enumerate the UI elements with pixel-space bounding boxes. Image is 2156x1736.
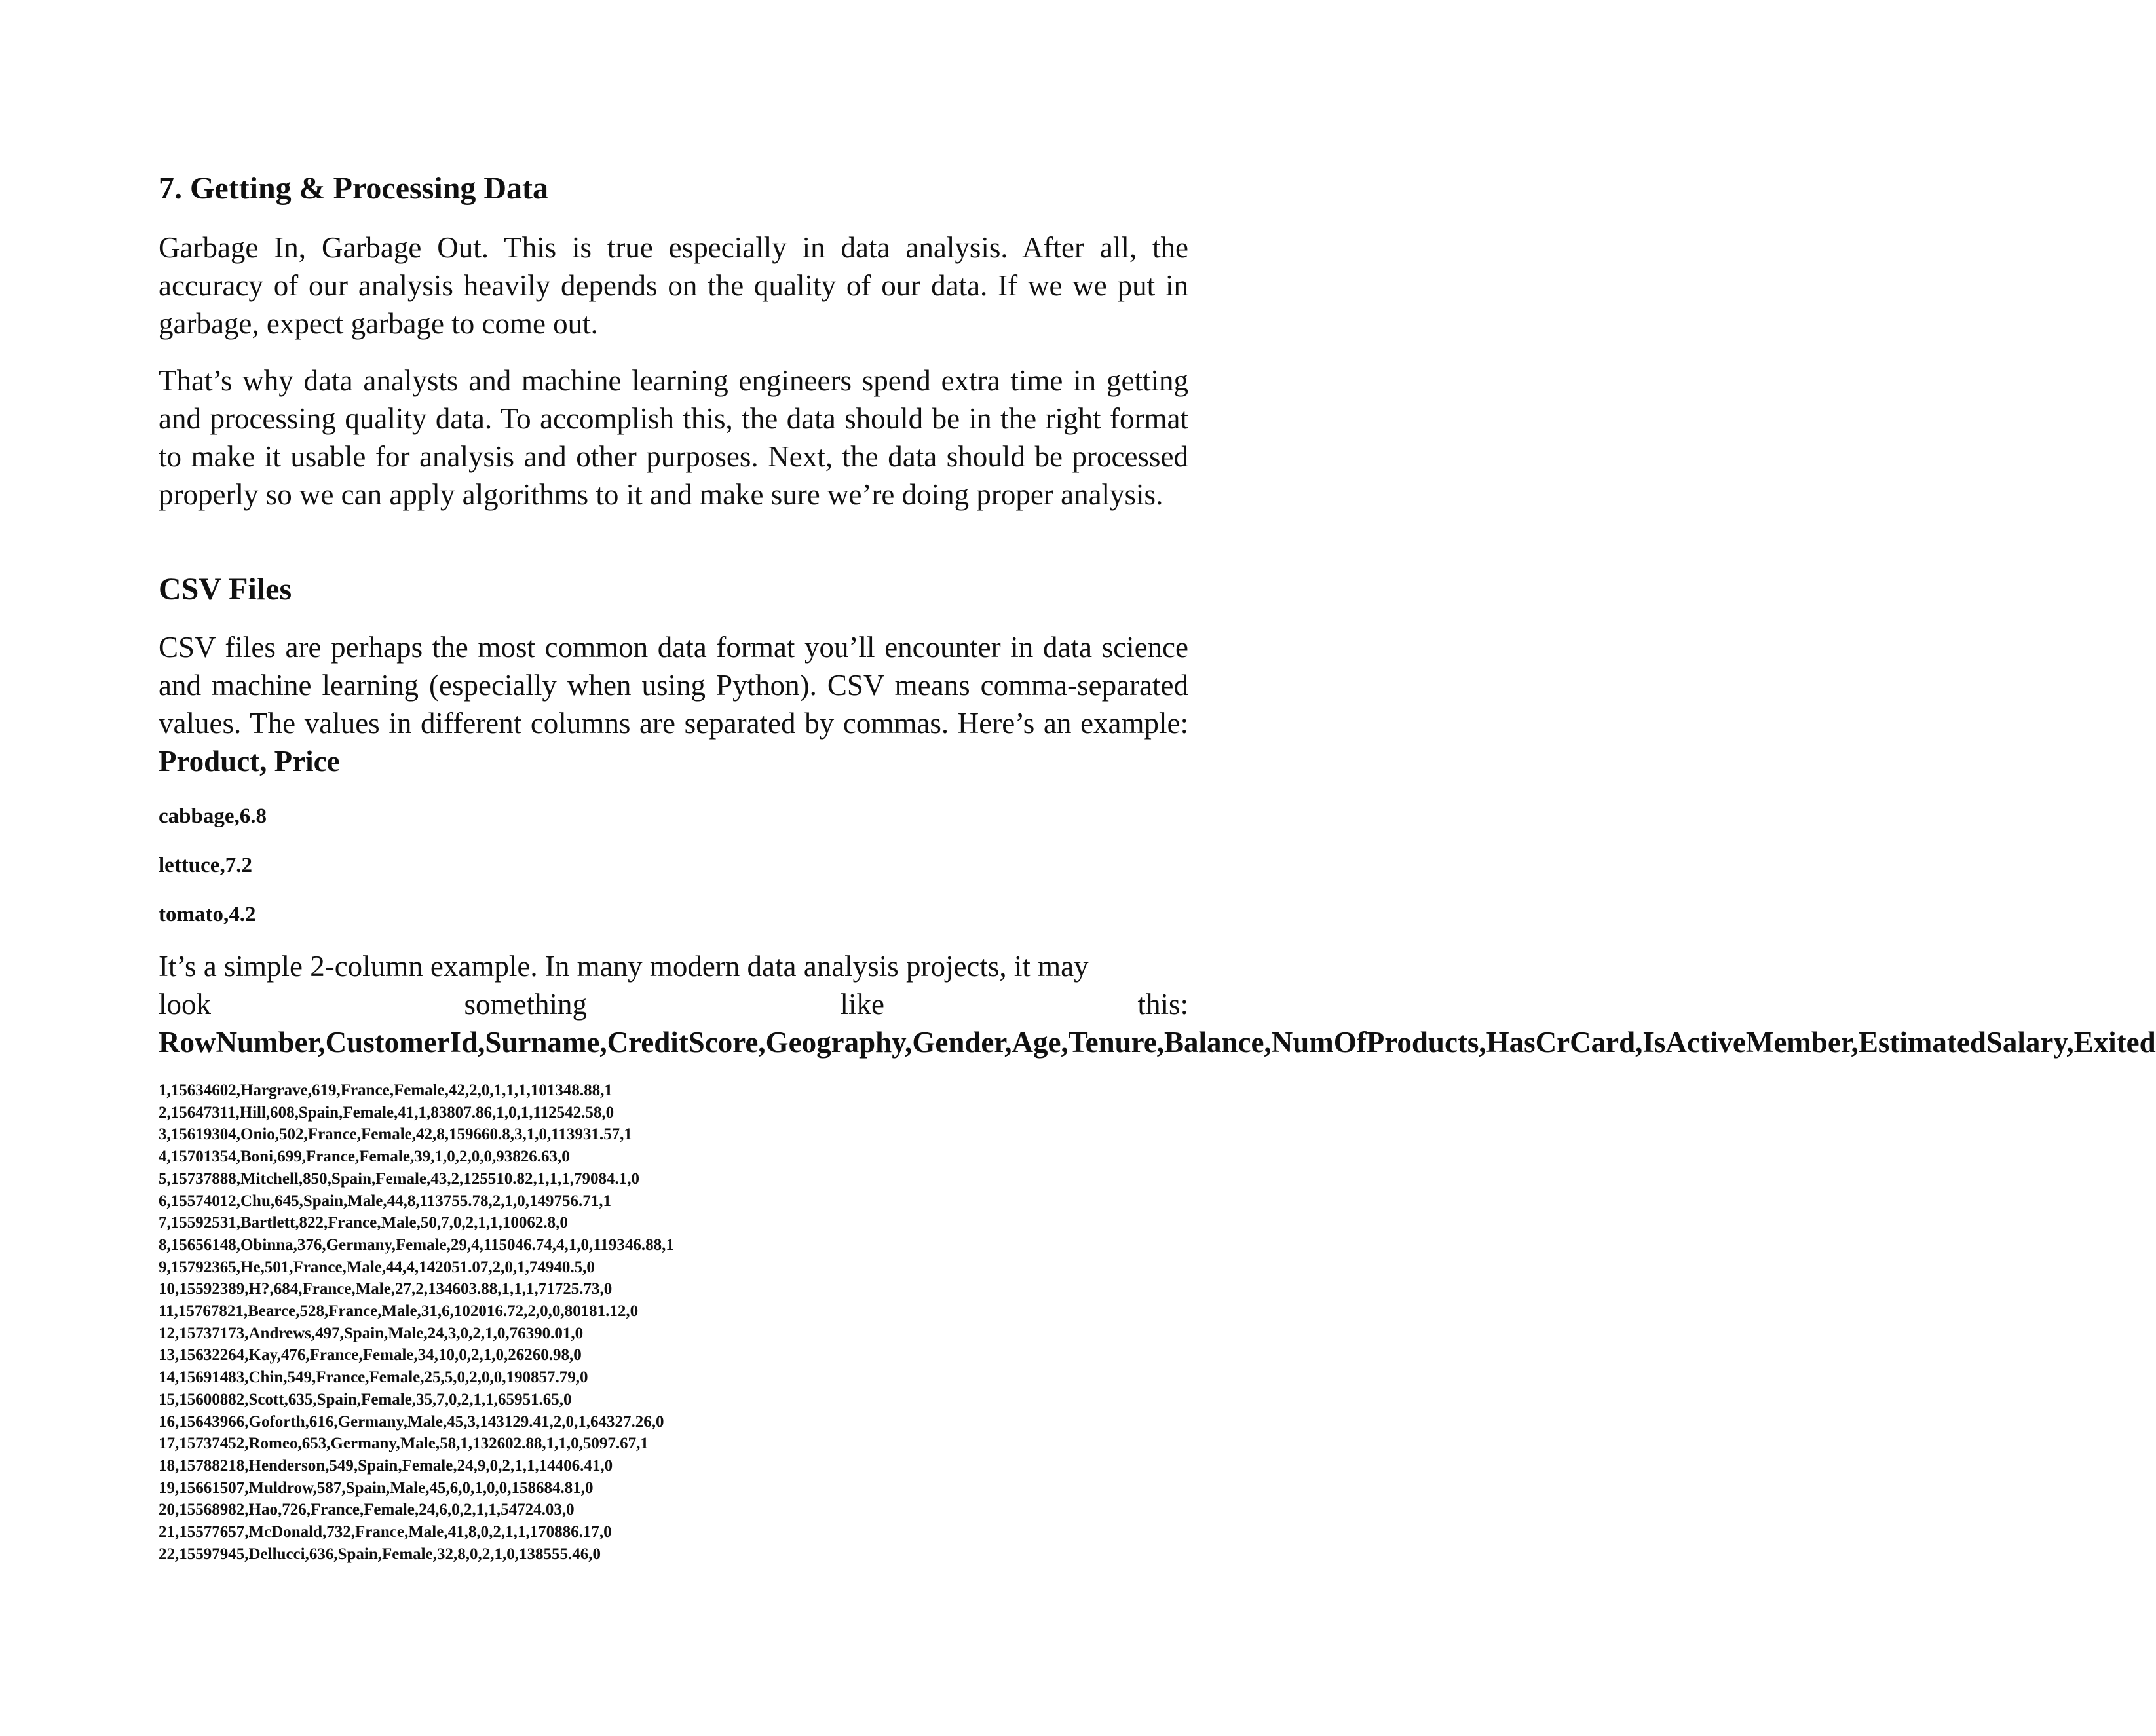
csv-data-row: 18,15788218,Henderson,549,Spain,Female,24,9,0,2,1,1,14406.41,0	[159, 1456, 613, 1475]
data-quality-paragraph: That’s why data analysts and machine learning engineers spend extra time in getting and processing quality data. To accomplish this, the data should be in the right format to make it usable for analysis and other purposes. Next, the data should be processed properly so we can apply algorithms to it and make sure we’re doing proper analysis.	[159, 364, 1188, 511]
csv-data-row: 17,15737452,Romeo,653,Germany,Male,58,1,132602.88,1,1,0,5097.67,1	[159, 1435, 649, 1453]
csv-data-row: 1,15634602,Hargrave,619,France,Female,42,2,0,1,1,1,101348.88,1	[159, 1082, 613, 1099]
csv-data-row: 7,15592531,Bartlett,822,France,Male,50,7,0,2,1,1,10062.8,0	[159, 1214, 568, 1232]
csv-data-row: 12,15737173,Andrews,497,Spain,Male,24,3,0,2,1,0,76390.01,0	[159, 1324, 584, 1342]
subheading-csv-files: CSV Files	[159, 572, 292, 607]
csv-data-row: 13,15632264,Kay,476,France,Female,34,10,0,2,1,0,26260.98,0	[159, 1346, 582, 1365]
csv-data-row: 14,15691483,Chin,549,France,Female,25,5,0,2,0,0,190857.79,0	[159, 1368, 588, 1387]
csv-example-line: lettuce,7.2	[159, 854, 252, 877]
csv-data-row: 19,15661507,Muldrow,587,Spain,Male,45,6,0,1,0,0,158684.81,0	[159, 1479, 594, 1497]
modern-example-line-2: look something like this:	[159, 988, 1188, 1021]
csv-data-row: 9,15792365,He,501,France,Male,44,4,142051.07,2,0,1,74940.5,0	[159, 1258, 595, 1276]
csv-data-row: 2,15647311,Hill,608,Spain,Female,41,1,83807.86,1,0,1,112542.58,0	[159, 1103, 615, 1122]
csv-data-row: 15,15600882,Scott,635,Spain,Female,35,7,0,2,1,1,65951.65,0	[159, 1390, 572, 1408]
csv-data-row: 11,15767821,Bearce,528,France,Male,31,6,102016.72,2,0,0,80181.12,0	[159, 1302, 639, 1321]
csv-data-row: 20,15568982,Hao,726,France,Female,24,6,0,2,1,1,54724.03,0	[159, 1501, 575, 1519]
csv-data-rows	[159, 1080, 674, 1565]
csv-description-text: CSV files are perhaps the most common data format you’ll encounter in data science and machine learning (especially when using Python). CSV means comma-separated values. The values in different columns are separated by commas. Here’s an example:	[159, 631, 1188, 740]
csv-example-line: cabbage,6.8	[159, 804, 267, 828]
csv-data-row: 21,15577657,McDonald,732,France,Male,41,8,0,2,1,1,170886.17,0	[159, 1523, 612, 1541]
intro-paragraph: Garbage In, Garbage Out. This is true especially in data analysis. After all, the accuracy of our analysis heavily depends on the quality of our data. If we we put in garbage, expect garbage to come out.	[159, 231, 1188, 340]
csv-data-row: 8,15656148,Obinna,376,Germany,Female,29,4,115046.74,4,1,0,119346.88,1	[159, 1236, 674, 1254]
csv-example-header: Product, Price	[159, 745, 340, 778]
csv-data-row: 22,15597945,Dellucci,636,Spain,Female,32,8,0,2,1,0,138555.46,0	[159, 1545, 601, 1563]
modern-example-paragraph	[159, 947, 2156, 1061]
section-title: 7. Getting & Processing Data	[159, 171, 549, 206]
csv-data-row: 4,15701354,Boni,699,France,Female,39,1,0,2,0,0,93826.63,0	[159, 1148, 570, 1166]
csv-data-row: 5,15737888,Mitchell,850,Spain,Female,43,2,125510.82,1,1,1,79084.1,0	[159, 1169, 639, 1188]
csv-data-row: 10,15592389,H?,684,France,Male,27,2,134603.88,1,1,1,71725.73,0	[159, 1280, 613, 1298]
csv-data-row: 16,15643966,Goforth,616,Germany,Male,45,3,143129.41,2,0,1,64327.26,0	[159, 1412, 664, 1431]
csv-data-row: 3,15619304,Onio,502,France,Female,42,8,159660.8,3,1,0,113931.57,1	[159, 1125, 632, 1144]
modern-example-line-1: It’s a simple 2-column example. In many modern data analysis projects, it may	[159, 950, 1089, 983]
csv-column-header: RowNumber,CustomerId,Surname,CreditScore,Geography,Gender,Age,Tenure,Balance,NumOfProducts,HasCrCard,IsActiveMember,EstimatedSalary,Exited	[159, 1026, 2156, 1059]
csv-description-paragraph	[159, 628, 1188, 780]
csv-example-line: tomato,4.2	[159, 903, 256, 926]
csv-data-row: 6,15574012,Chu,645,Spain,Male,44,8,113755.78,2,1,0,149756.71,1	[159, 1192, 612, 1210]
